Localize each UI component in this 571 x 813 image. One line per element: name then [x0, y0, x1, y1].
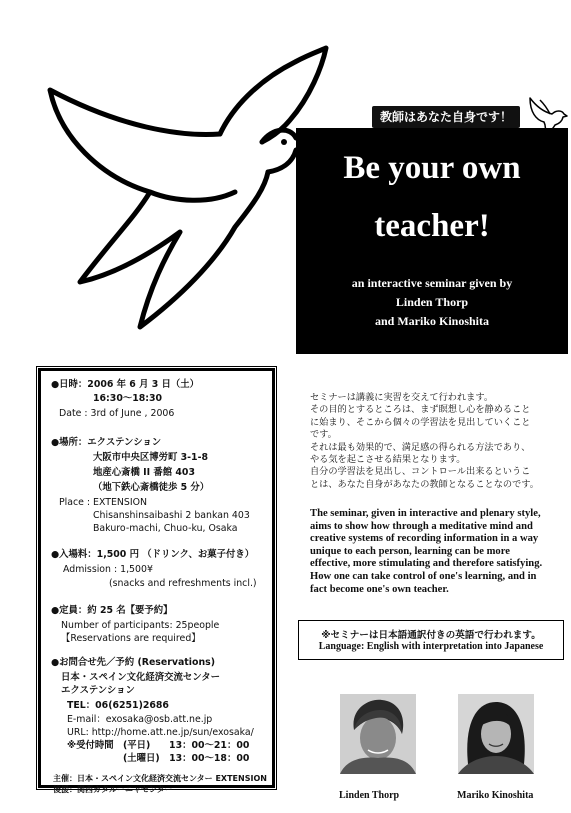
intro-jp-line: やる気を起こさせる結果となります。 [310, 454, 466, 466]
capacity-en-2: 【Reservations are required】 [61, 633, 201, 644]
intro-en-line: aims to show how through a meditative mind and [310, 520, 533, 532]
subtitle-line-1: an interactive seminar given by [351, 276, 513, 290]
intro-japanese [310, 392, 562, 491]
intro-en-line: The seminar, given in interactive and plenary style, [310, 508, 541, 519]
hours-saturday: (土曜日) 13：00～18：00 [123, 753, 250, 764]
date-en: Date : 3rd of June , 2006 [59, 408, 175, 419]
language-note-jp: ※セミナーは日本語通訳付きの英語で行われます。 [321, 630, 541, 641]
place-en-3: Bakuro-machi, Chuo-ku, Osaka [93, 523, 238, 534]
contact-url[interactable]: URL: http://home.att.ne.jp/sun/exosaka/ [67, 727, 254, 738]
caption-mariko-kinoshita: Mariko Kinoshita [457, 790, 534, 801]
place-address-2: 地産心斎橋 II 番館 403 [93, 467, 195, 478]
contact-org-2: エクステンション [61, 685, 135, 696]
intro-jp-line: それは最も効果的で、満足感の得られる方法であり、 [310, 441, 531, 453]
fee-en-1: Admission : 1,500¥ [63, 564, 153, 575]
intro-jp-line: とは、あなた自身があなたの教師となることなのです。 [310, 478, 539, 490]
contact-tel: TEL：06(6251)2686 [67, 700, 169, 711]
fee-label: ●入場料：1,500 円 （ドリンク、お菓子付き） [51, 549, 255, 560]
language-box [298, 620, 564, 660]
capacity-en-1: Number of participants: 25people [61, 620, 220, 631]
subtitle-line-3: and Mariko Kinoshita [374, 314, 490, 328]
support-line: 後援：関西カタルーニャセンター [53, 785, 173, 794]
caption-linden-thorp: Linden Thorp [339, 790, 400, 801]
intro-en-line: How one can take control of one's learning, and in [310, 570, 537, 582]
title-line-2: teacher! [374, 208, 490, 244]
intro-jp-line: その目的とするところは、まず瞑想し心を静めること [310, 404, 531, 416]
intro-en-line: unique to each person, learning can be more [310, 545, 510, 557]
place-en-1: Place : EXTENSION [59, 497, 147, 508]
sponsor-line: 主催：日本・スペイン文化経済交流センター EXTENSION [53, 774, 267, 783]
place-address-1: 大阪市中央区博労町 3-1-8 [93, 452, 208, 463]
dove-illustration [40, 42, 330, 342]
language-note-en: Language: English with interpretation into Japanese [318, 641, 544, 652]
intro-jp-line: 自分の学習法を見出し、コントロール出来るというこ [310, 466, 531, 478]
capacity-label: ●定員：約 25 名【要予約】 [51, 605, 173, 616]
subtitle-line-2: Linden Thorp [395, 295, 469, 309]
intro-jp-line: セミナーは講義に実習を交えて行われます。 [310, 392, 494, 403]
fee-en-2: (snacks and refreshments incl.) [109, 578, 257, 589]
place-address-3: （地下鉄心斎橋徒歩 5 分） [93, 482, 210, 493]
contact-email[interactable]: E-mail：exosaka@osb.att.ne.jp [67, 714, 213, 725]
info-box [36, 366, 277, 794]
photo-mariko-kinoshita [458, 694, 534, 774]
intro-en-line: effective, more stimulating and therefore satisfying. [310, 558, 543, 570]
intro-jp-line: に始まり、そこから個々の学習法を見出していくこと [310, 416, 531, 428]
intro-english [310, 508, 562, 596]
hours-weekday: ※受付時間 (平日) 13：00～21：00 [67, 740, 250, 751]
intro-en-line: creative systems of recording information in a way [310, 533, 539, 545]
date-label: ●日時：2006 年 6 月 3 日（土） [51, 379, 200, 390]
place-label: ●場所：エクステンション [51, 437, 162, 448]
place-en-2: Chisanshinsaibashi 2 bankan 403 [93, 510, 250, 521]
contact-org-1: 日本・スペイン文化経済交流センター [61, 672, 221, 683]
intro-en-line: fact become one's own teacher. [310, 583, 449, 595]
photo-linden-thorp [340, 694, 416, 774]
intro-jp-line: です。 [310, 429, 337, 441]
date-time: 16:30～18:30 [93, 393, 163, 404]
contact-label: ●お問合せ先／予約 (Reservations) [51, 657, 215, 668]
tagline-badge: 教師はあなた自身です！ [372, 106, 520, 128]
title-line-1: Be your own [343, 150, 521, 186]
title-panel [296, 128, 568, 354]
